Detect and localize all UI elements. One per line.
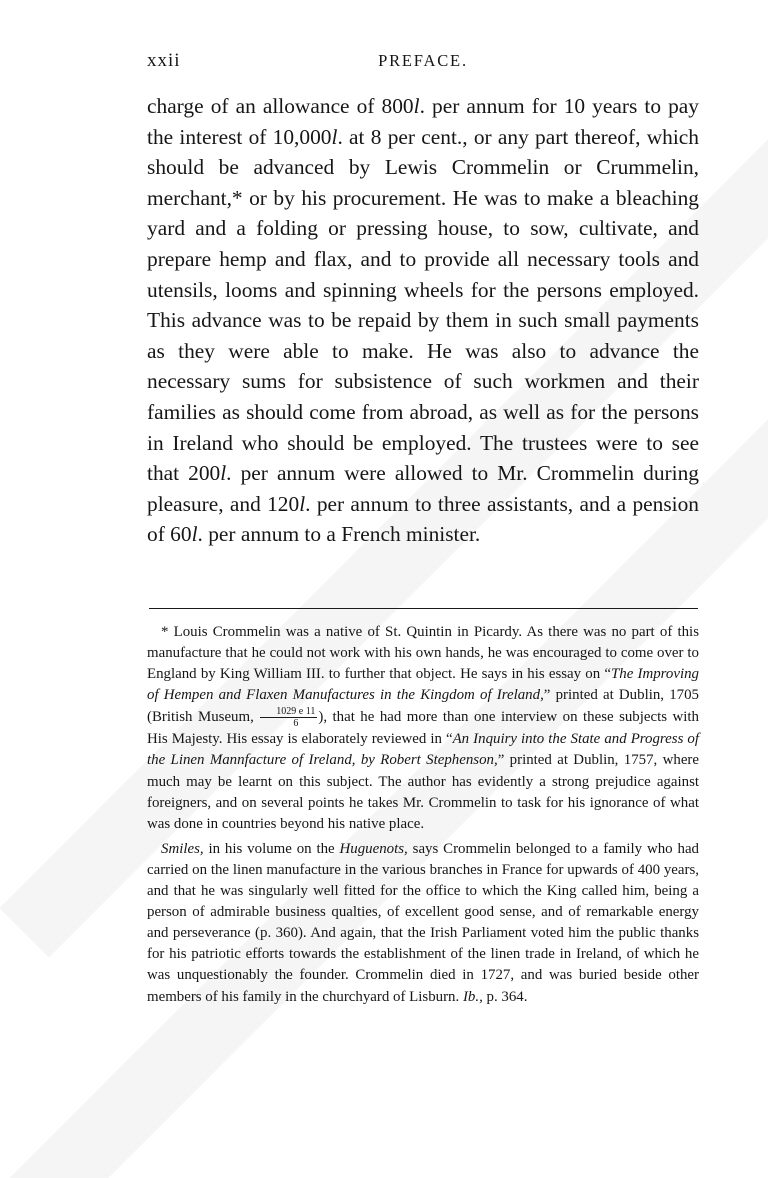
footnote: * Louis Crommelin was a native of St. Quintin in Picardy. As there was no part of this manufacture that he could not work with his own hands, he was encouraged to come over to England by King William III. to further that object. He says in his essay on “The Improving of Hempen and Flaxen Manufactures in the Kingdom of Ireland,” printed at Dublin, 1705 (British Museum, $\frac{1029 e 11}{6}$ ), that he had more than one interview on these subjects with His Majesty. His essay is elaborately reviewed in “An Inquiry into the State and Progress of the Linen Mannfacture of Ireland, by Robert Stephenson,” printed at Dublin, 1757, where much may be learnt on this subject. The author has evidently a strong prejudice against foreigners, and on several points he takes Mr. Crommelin to task for his ignorance of what was done in countries beyond his native place. bbox=[147, 624, 700, 832]
running-title: PREFACE. bbox=[378, 51, 468, 70]
shelfmark-fraction: $\frac{1029 e 11}{6}$ bbox=[260, 706, 317, 729]
footnote-rule bbox=[149, 608, 698, 609]
footnote-continuation: Smiles, in his volume on the Huguenots, says Crommelin belonged to a family who had carried on the linen manufacture in the various branches in France for upwards of 400 years, and that he was singularly well fitted for the office to which the King called him, being a person of admirable business qualties, of excellent good sense, and of remarkable energy and perseverance (p. 360). And again, that the Irish Parliament voted him the public thanks for his patriotic efforts towards the establishment of the linen trade in Ireland, of which he was unquestionably the founder. Crommelin died in 1727, and was buried beside other members of his family in the churchyard of Lisburn. Ib., p. 364. bbox=[147, 840, 699, 1005]
main-paragraph bbox=[147, 91, 699, 550]
page-number: xxii bbox=[147, 50, 181, 71]
footnotes bbox=[147, 622, 699, 1008]
page-header bbox=[147, 50, 699, 80]
paragraph: charge of an allowance of 800l. per annum for 10 years to pay the interest of 10,000l. at 8 per cent., or any part thereof, which should be advanced by Lewis Crommelin or Crummelin, merchant,* or by his procurement. He was to make a bleaching yard and a folding or pressing house, to sow, cultivate, and prepare hemp and flax, and to provide all necessary tools and utensils, looms and spinning wheels for the persons employed. This advance was to be repaid by them in such small payments as they were able to make. He was also to advance the necessary sums for subsistence of such workmen and their families as should come from abroad, as well as for the persons in Ireland who should be employed. The trustees were to see that 200l. per annum were allowed to Mr. Crommelin during pleasure, and 120l. per annum to three assistants, and a pension of 60l. per annum to a French minister. bbox=[147, 94, 699, 547]
